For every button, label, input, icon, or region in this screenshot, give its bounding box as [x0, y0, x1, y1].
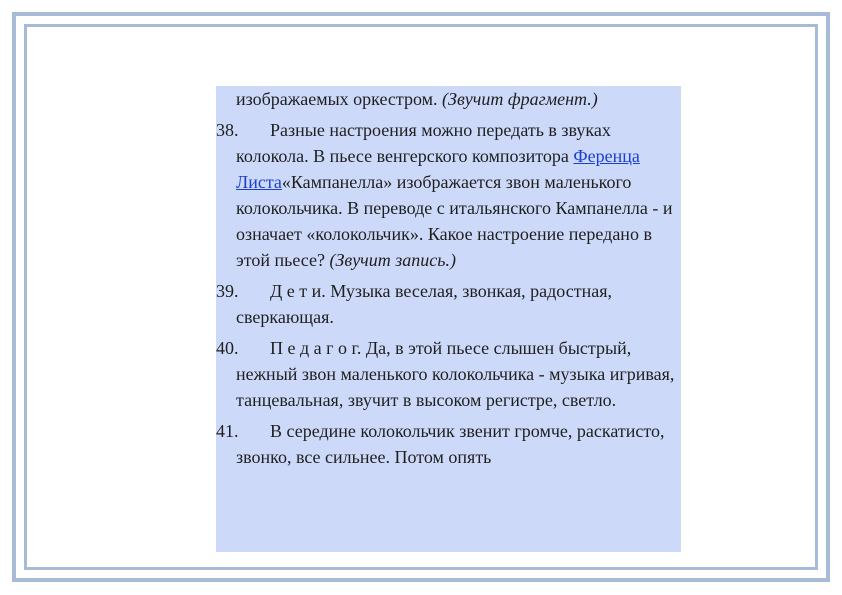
item-number: 40. [216, 338, 239, 358]
item-number: 39. [216, 281, 239, 301]
intro-text: изображаемых оркестром. [236, 89, 443, 109]
speaker-label: П е д а г о г. [270, 338, 362, 358]
item-text: Да, в этой пьесе слышен быстрый, нежный звон маленького колокольчика - музыка игривая, танцевальная, звучит в высоком регистре, светло. [236, 338, 675, 410]
composer-link[interactable]: Ференца Листа [236, 146, 640, 192]
text-box [216, 86, 681, 552]
item-text-after-link: «Кампанелла» изображается звон маленького колокольчика. В переводе с итальянского Кампанелла - и означает «колокольчик». Какое настроение передано в этой пьесе? [236, 172, 673, 270]
intro-italic: (Звучит фрагмент.) [442, 89, 598, 109]
item-text: Музыка веселая, звонкая, радостная, сверкающая. [236, 281, 612, 327]
list-item-40 [216, 335, 681, 413]
item-text: В середине колокольчик звенит громче, раскатисто, звонко, все сильнее. Потом опять [236, 421, 665, 467]
item-italic-note: (Звучит запись.) [329, 250, 456, 270]
list-item-41 [216, 418, 681, 470]
intro-paragraph [216, 86, 681, 112]
speaker-label: Д е т и. [270, 281, 326, 301]
item-number: 38. [216, 120, 239, 140]
item-number: 41. [216, 421, 239, 441]
list-item-38 [216, 117, 681, 273]
item-text: Разные настроения можно передать в звуках колокола. В пьесе венгерского композитора [236, 120, 611, 166]
list-item-39 [216, 278, 681, 330]
